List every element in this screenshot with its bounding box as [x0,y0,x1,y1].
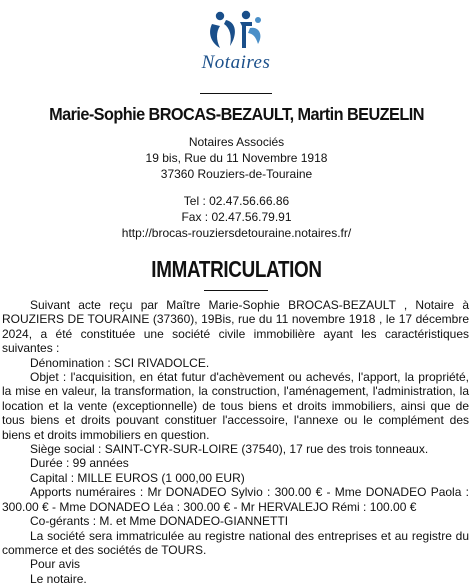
paragraph-siege: Siège social : SAINT-CYR-SUR-LOIRE (37540), 17 rue des trois tonneaux. [30,442,429,457]
paragraph-pour-avis: Pour avis [30,557,81,572]
paragraph-duree: Durée : 99 années [30,456,129,471]
paragraph-signature: Le notaire. [30,571,87,586]
paragraph-apports: Apports numéraires : Mr DONADEO Sylvio : 300.00 € - Mme DONADEO Paola : 300.00 € - Mme DONADEO Léa : 300.00 € - Mr HERVALEJO Rémi : 100.00 € [2,485,469,514]
address-line-2: 37360 Rouziers-de-Touraine [160,167,313,181]
logo-wordmark: Notaires [201,52,271,73]
notaires-logo [186,6,286,78]
paragraph-intro: Suivant acte reçu par Maître Marie-Sophie BROCAS-BEZAULT , Notaire à ROUZIERS DE TOURAINE (37360), 19Bis, rue du 11 novembre 1918 , le 17 décembre 2024, a été constituée une société civile immobilière ayant les caractéristiques suivantes : [2,298,469,356]
notice-title: IMMATRICULATION [151,256,322,282]
office-subtitle: Notaires Associés [188,135,285,149]
address-line-1: 19 bis, Rue du 11 Novembre 1918 [145,151,328,165]
website-link[interactable]: http://brocas-rouziersdetouraine.notaires.fr/ [121,226,352,240]
paragraph-cogerants: Co-gérants : M. et Mme DONADEO-GIANNETTI [30,514,289,529]
paragraph-objet: Objet : l'acquisition, en état futur d'achèvement ou achevés, l'apport, la propriété, la mise en valeur, la transformation, la construction, l'aménagement, l'administration, la location et la vente (exceptionnelle) de tous biens et droits immobiliers, ainsi que de tous biens et droits pouvant constituer l'accessoire, l'annexe ou le complément des biens et droits immobiliers en question. [2,370,469,442]
telephone: Tel : 02.47.56.66.86 [183,194,290,208]
title-divider [204,290,268,291]
notice-body [2,298,469,586]
notaires-emblem-icon [186,6,286,52]
paragraph-immatriculation: La société sera immatriculée au registre national des entreprises et au registre du commerce et des sociétés de TOURS. [2,528,469,557]
fax: Fax : 02.47.56.79.91 [181,210,292,224]
notary-names: Marie-Sophie BROCAS-BEZAULT, Martin BEUZELIN [49,104,424,124]
top-divider [200,93,272,94]
paragraph-capital: Capital : MILLE EUROS (1 000,00 EUR) [30,470,245,485]
paragraph-denomination: Dénomination : SCI RIVADOLCE. [30,355,210,370]
